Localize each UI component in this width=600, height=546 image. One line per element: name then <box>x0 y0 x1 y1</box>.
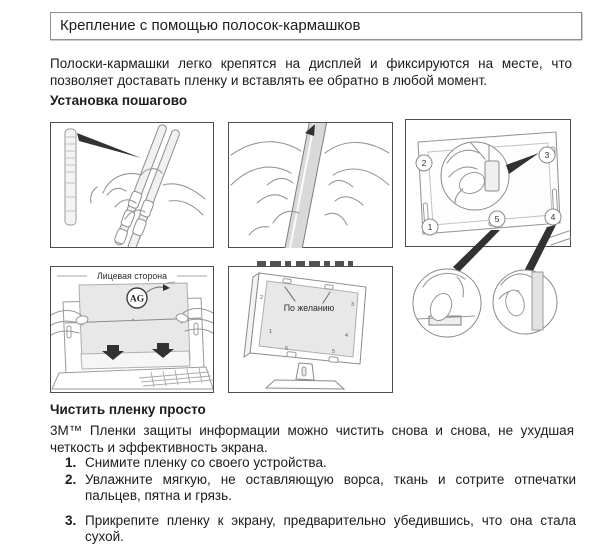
position-number-3: 3 <box>544 150 550 160</box>
intro-paragraph: Полоски-кармашки легко крепятся на дисплей и фиксируются на месте, что позволяет доставать пленку и вставлять ее обратно в любой момент. <box>50 56 572 88</box>
clean-steps-list <box>50 455 576 546</box>
opt-pos-3: 3 <box>351 302 355 308</box>
figure-peel-strips <box>50 122 214 248</box>
opt-pos-2: 2 <box>260 295 264 301</box>
film-front-label: Лицевая сторона <box>97 271 167 281</box>
position-number-2: 2 <box>421 158 427 168</box>
clean-step-3 <box>50 513 576 546</box>
opt-pos-1: 1 <box>269 329 273 335</box>
figure-laptop-film <box>50 266 214 393</box>
figure-attach-positions <box>405 119 571 347</box>
step-number: 1. <box>65 455 77 470</box>
position-number-4: 4 <box>550 212 556 222</box>
remove-liner-illustration <box>229 123 392 248</box>
figure-monitor-optional <box>228 266 393 393</box>
step-text: Увлажните мягкую, не оставляющую ворса, ткань и сотрите отпечатки пальцев, пятна и грязь. <box>85 471 576 503</box>
page-title: Крепление с помощью полосок-кармашков <box>50 12 582 40</box>
position-number-5: 5 <box>494 214 500 224</box>
step-text: Прикрепите пленку к экрану, предварительно убедившись, что она стала сухой. <box>85 512 576 544</box>
step-number: 2. <box>65 471 77 487</box>
optional-label: По желанию <box>283 303 335 313</box>
opt-pos-6: 6 <box>285 346 289 352</box>
laptop-film-illustration <box>51 267 213 392</box>
position-number-1: 1 <box>427 222 433 232</box>
step-text: Снимите пленку со своего устройства. <box>85 455 327 470</box>
film-logo-text: AG <box>129 294 145 305</box>
clean-step-1 <box>50 455 576 472</box>
clean-intro-paragraph: 3M™ Пленки защиты информации можно чистить снова и снова, не ухудшая четкость и эффективность экрана. <box>50 423 574 455</box>
clean-heading: Чистить пленку просто <box>50 402 206 417</box>
peel-strips-illustration <box>51 123 213 247</box>
opt-pos-4: 4 <box>345 333 349 339</box>
step-number: 3. <box>65 512 77 528</box>
figure-remove-liner <box>228 122 393 248</box>
monitor-optional-illustration <box>229 267 392 392</box>
install-heading: Установка пошагово <box>50 93 188 108</box>
opt-pos-5: 5 <box>332 349 336 355</box>
attach-positions-illustration <box>405 119 571 347</box>
clean-step-2 <box>50 472 576 505</box>
